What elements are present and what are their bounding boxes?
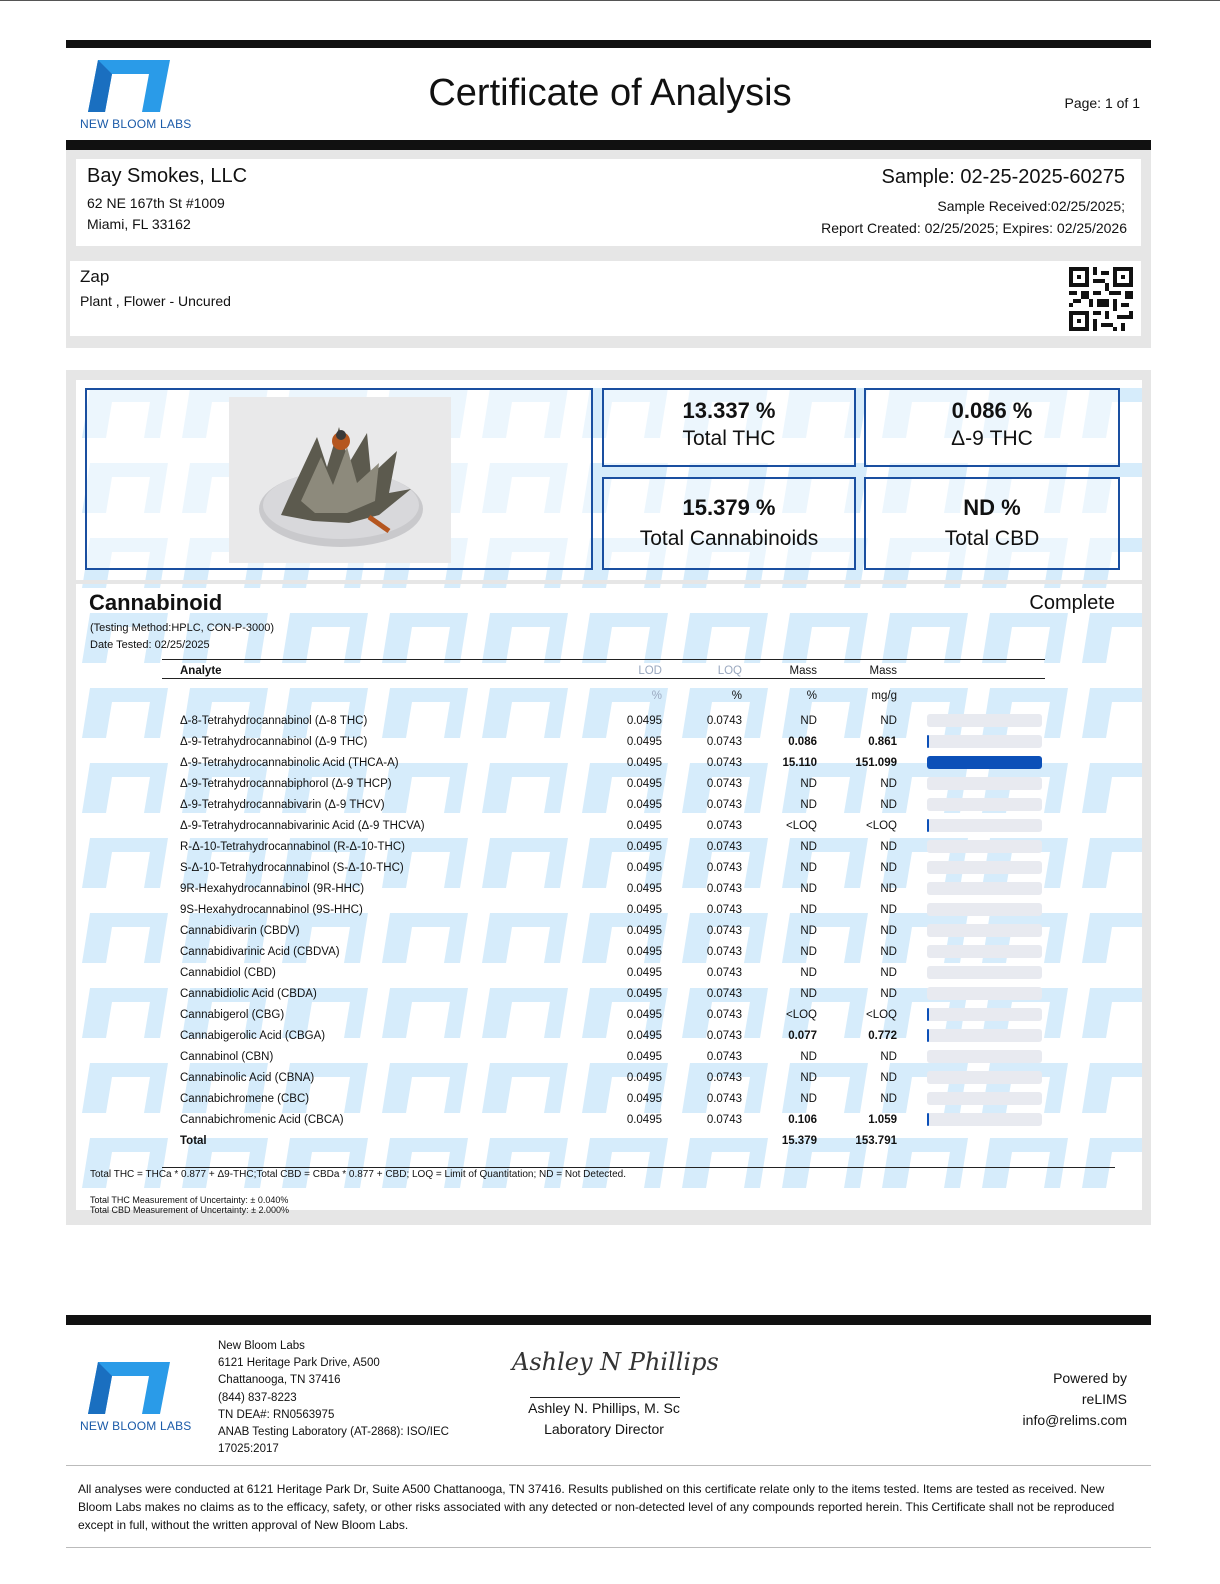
mass-mg-cell: ND [880,798,897,811]
level-bar [927,924,1042,937]
table-row [162,1067,1055,1088]
analyte-cell: Cannabinolic Acid (CBNA) [180,1071,315,1084]
level-bar [927,987,1042,1000]
loq-cell: 0.0743 [706,735,742,748]
lab-iso: 17025:2017 [218,1443,279,1456]
client-name: Bay Smokes, LLC [87,165,248,187]
mass-mg-cell: ND [880,945,897,958]
loq-cell: 0.0743 [706,882,742,895]
table-row [162,983,1055,1004]
mass-mg-cell: ND [880,1071,897,1084]
total-thc-box [602,388,856,467]
mass-mg-cell: ND [880,861,897,874]
mass-pct-cell: ND [800,966,817,979]
mass-pct-cell: ND [800,945,817,958]
footer-logo-text: NEW BLOOM LABS [80,1419,192,1433]
level-bar [927,882,1042,895]
powered-by-email[interactable]: info@relims.com [1022,1412,1127,1428]
table-row [162,1088,1055,1109]
lab-name: New Bloom Labs [218,1340,305,1352]
total-cannabinoids-box [602,477,856,570]
loq-cell: 0.0743 [706,987,742,1000]
loq-cell: 0.0743 [706,1071,742,1084]
total-cannabinoids-value: 15.379 % [682,495,776,520]
lod-cell: 0.0495 [626,777,662,790]
disclaimer: All analyses were conducted at 6121 Heritage Park Dr, Suite A500 Chattanooga, TN 37416. Results published on this certificate relate only to the items tested. Items are tested as received. New Bloom Labs makes no claims as to the efficacy, safety, or other risks associated with any detected or non-detected level of any compounds reported herein. This Certificate shall not be reproduced except in full, without the written approval of New Bloom Labs. [78,1482,1115,1532]
lod-cell: 0.0495 [626,903,662,916]
total-mass-mg: 153.791 [855,1134,897,1147]
loq-cell: 0.0743 [706,945,742,958]
level-bar [927,1071,1042,1084]
mass-pct-cell: ND [800,1092,817,1105]
mass-pct-cell: ND [800,861,817,874]
lod-cell: 0.0495 [626,1008,662,1021]
cbd-uncertainty: Total CBD Measurement of Uncertainty: ± 2.000% [90,1205,290,1215]
total-label: Total [180,1134,207,1147]
lod-cell: 0.0495 [626,714,662,727]
info-panel [66,150,1151,348]
top-rule [0,0,1220,1]
unit-mass-mg: mg/g [871,689,897,702]
header-top-bar [66,40,1151,48]
logo-text: NEW BLOOM LABS [80,117,192,131]
testing-method: (Testing Method:HPLC, CON-P-3000) [90,622,275,634]
level-bar [927,1050,1042,1063]
mass-mg-cell: 0.861 [868,735,897,748]
signature-line [530,1397,680,1398]
lod-cell: 0.0495 [626,861,662,874]
page-number: Page: 1 of 1 [1064,95,1140,111]
mass-pct-cell: ND [800,777,817,790]
level-bar-fill [927,1029,929,1042]
footer-logo [80,1362,200,1433]
mass-pct-cell: <LOQ [785,819,817,832]
level-bar [927,735,1042,748]
analyte-cell: Δ-9-Tetrahydrocannabivarin (Δ-9 THCV) [180,798,385,811]
lab-address1: 6121 Heritage Park Drive, A500 [218,1357,380,1370]
mass-mg-cell: ND [880,1092,897,1105]
level-bar [927,1029,1042,1042]
lod-cell: 0.0495 [626,966,662,979]
sample-photo [229,397,451,563]
analyte-cell: Cannabichromenic Acid (CBCA) [180,1113,344,1126]
total-mass-pct: 15.379 [781,1134,817,1147]
level-bar [927,1008,1042,1021]
analyte-cell: Δ-8-Tetrahydrocannabinol (Δ-8 THC) [180,714,368,727]
section-divider [76,580,1142,584]
mass-pct-cell: ND [800,987,817,1000]
loq-cell: 0.0743 [706,924,742,937]
lod-cell: 0.0495 [626,1029,662,1042]
level-bar-fill [927,1008,929,1021]
analyte-cell: Cannabidiolic Acid (CBDA) [180,987,317,1000]
delta9-thc-label: Δ-9 THC [951,427,1033,450]
mass-mg-cell: 151.099 [855,756,897,769]
loq-cell: 0.0743 [706,1092,742,1105]
col-header-analyte: Analyte [180,664,222,677]
mass-mg-cell: <LOQ [865,1008,897,1021]
mass-pct-cell: 15.110 [782,756,817,769]
lab-address2: Chattanooga, TN 37416 [218,1374,341,1387]
signature-image: Ashley N Phillips [512,1348,719,1376]
mass-pct-cell: ND [800,714,817,727]
unit-lod: % [651,689,662,702]
unit-loq: % [731,689,742,702]
product-card [70,261,1141,336]
table-row [162,899,1055,920]
mass-mg-cell: ND [880,1050,897,1063]
table-row [162,815,1055,836]
disclaimer-rule [66,1465,1151,1466]
total-thc-value: 13.337 % [682,398,776,423]
loq-cell: 0.0743 [706,756,742,769]
loq-cell: 0.0743 [706,1113,742,1126]
analyte-cell: Cannabichromene (CBC) [180,1092,310,1105]
level-bar-fill [927,756,1042,769]
total-cbd-box [864,477,1120,570]
analyte-cell: Cannabinol (CBN) [180,1050,274,1063]
level-bar [927,1092,1042,1105]
lab-phone: (844) 837-8223 [218,1391,297,1404]
footer-top-bar [66,1315,1151,1325]
thc-uncertainty: Total THC Measurement of Uncertainty: ± 0.040% [90,1195,289,1205]
qr-code-icon [1069,267,1133,331]
lod-cell: 0.0495 [626,945,662,958]
sample-image-box [85,388,593,570]
loq-cell: 0.0743 [706,1050,742,1063]
table-row [162,878,1055,899]
formula-note: Total THC = THCa * 0.877 + Δ9-THC;Total CBD = CBDa * 0.877 + CBD; LOQ = Limit of Quantitation; ND = Not Detected. [90,1169,626,1180]
col-header-mass-mg: Mass [869,664,897,677]
lod-cell: 0.0495 [626,1092,662,1105]
mass-pct-cell: 0.106 [788,1113,817,1126]
analyte-cell: R-Δ-10-Tetrahydrocannabinol (R-Δ-10-THC) [180,840,405,853]
mass-pct-cell: ND [800,903,817,916]
mass-mg-cell: ND [880,777,897,790]
lod-cell: 0.0495 [626,735,662,748]
analyte-cell: Cannabidivarinic Acid (CBDVA) [180,945,340,958]
loq-cell: 0.0743 [706,861,742,874]
analyte-cell: 9R-Hexahydrocannabinol (9R-HHC) [180,882,365,895]
loq-cell: 0.0743 [706,903,742,916]
delta9-thc-box [864,388,1120,467]
table-row [162,773,1055,794]
mass-pct-cell: ND [800,1050,817,1063]
total-cannabinoids-label: Total Cannabinoids [639,527,819,550]
signer-name: Ashley N. Phillips, M. Sc [528,1400,680,1416]
col-header-lod: LOD [638,664,662,677]
lod-cell: 0.0495 [626,756,662,769]
signer-title: Laboratory Director [544,1421,664,1437]
mass-pct-cell: <LOQ [785,1008,817,1021]
total-cbd-value: ND % [963,495,1021,520]
table-bottom-rule [162,1167,1115,1168]
table-row [162,731,1055,752]
mass-mg-cell: ND [880,714,897,727]
level-bar [927,819,1042,832]
mass-pct-cell: 0.086 [788,735,817,748]
loq-cell: 0.0743 [706,840,742,853]
mass-mg-cell: <LOQ [865,819,897,832]
cannabinoid-table [162,660,1055,1151]
table-row [162,857,1055,878]
analyte-cell: Δ-9-Tetrahydrocannabiphorol (Δ-9 THCP) [180,777,392,790]
page-title: Certificate of Analysis [428,72,792,114]
level-bar [927,777,1042,790]
lod-cell: 0.0495 [626,987,662,1000]
table-row [162,920,1055,941]
mass-pct-cell: ND [800,924,817,937]
total-cbd-label: Total CBD [944,527,1040,550]
level-bar [927,840,1042,853]
mass-mg-cell: ND [880,882,897,895]
lab-info [218,1338,449,1458]
lab-anab: ANAB Testing Laboratory (AT-2868): ISO/IEC [218,1426,449,1439]
client-card [76,159,1141,246]
loq-cell: 0.0743 [706,1008,742,1021]
loq-cell: 0.0743 [706,798,742,811]
level-bar [927,966,1042,979]
level-bar [927,798,1042,811]
analyte-cell: Cannabigerolic Acid (CBGA) [180,1029,326,1042]
table-row [162,752,1055,773]
loq-cell: 0.0743 [706,714,742,727]
col-header-mass-pct: Mass [789,664,817,677]
mass-pct-cell: ND [800,798,817,811]
table-row [162,710,1055,731]
table-row [162,836,1055,857]
lod-cell: 0.0495 [626,840,662,853]
mass-mg-cell: ND [880,903,897,916]
level-bar [927,1113,1042,1126]
table-row [162,1046,1055,1067]
sample-received: Sample Received:02/25/2025; [937,198,1125,214]
level-bar [927,903,1042,916]
analyte-cell: Cannabidiol (CBD) [180,966,276,979]
mass-mg-cell: 1.059 [868,1113,897,1126]
lod-cell: 0.0495 [626,798,662,811]
loq-cell: 0.0743 [706,819,742,832]
lod-cell: 0.0495 [626,1050,662,1063]
loq-cell: 0.0743 [706,777,742,790]
client-address-line1: 62 NE 167th St #1009 [87,195,225,211]
mass-mg-cell: ND [880,924,897,937]
analyte-cell: Cannabigerol (CBG) [180,1008,285,1021]
level-bar-fill [927,1113,929,1126]
powered-by-name: reLIMS [1081,1391,1127,1407]
table-row [162,1004,1055,1025]
unit-mass-pct: % [806,689,817,702]
product-name: Zap [80,267,110,286]
analyte-cell: Δ-9-Tetrahydrocannabivarinic Acid (Δ-9 THCVA) [180,819,425,832]
mass-mg-cell: ND [880,987,897,1000]
analyte-cell: 9S-Hexahydrocannabinol (9S-HHC) [180,903,363,916]
header-bottom-bar [66,140,1151,150]
lod-cell: 0.0495 [626,924,662,937]
mass-pct-cell: ND [800,840,817,853]
table-row [162,962,1055,983]
loq-cell: 0.0743 [706,1029,742,1042]
footer-logo-mark-icon [80,1362,170,1417]
lod-cell: 0.0495 [626,882,662,895]
analyte-cell: Δ-9-Tetrahydrocannabinolic Acid (THCA-A) [180,756,399,769]
mass-mg-cell: ND [880,966,897,979]
level-bar [927,945,1042,958]
section-status: Complete [1029,592,1115,614]
level-bar [927,756,1042,769]
powered-by [1023,1368,1127,1431]
section-title: Cannabinoid [89,590,223,615]
report-dates: Report Created: 02/25/2025; Expires: 02/25/2026 [821,220,1127,236]
analyte-cell: Δ-9-Tetrahydrocannabinol (Δ-9 THC) [180,735,368,748]
powered-by-label: Powered by [1053,1370,1127,1386]
table-row [162,794,1055,815]
mass-mg-cell: 0.772 [868,1029,897,1042]
level-bar-fill [927,735,929,748]
table-row [162,1109,1055,1130]
level-bar [927,714,1042,727]
level-bar [927,861,1042,874]
loq-cell: 0.0743 [706,966,742,979]
mass-pct-cell: ND [800,1071,817,1084]
date-tested: Date Tested: 02/25/2025 [90,639,210,651]
mass-pct-cell: ND [800,882,817,895]
lod-cell: 0.0495 [626,1071,662,1084]
col-header-loq: LOQ [717,664,742,677]
mass-pct-cell: 0.077 [788,1029,817,1042]
level-bar-fill [927,819,929,832]
table-row [162,1025,1055,1046]
client-address-line2: Miami, FL 33162 [87,216,191,232]
mass-mg-cell: ND [880,840,897,853]
sample-id: Sample: 02-25-2025-60275 [881,166,1125,188]
bottom-rule [66,1547,1151,1548]
lod-cell: 0.0495 [626,819,662,832]
lab-dea: TN DEA#: RN0563975 [218,1408,335,1421]
product-type: Plant , Flower - Uncured [80,293,231,309]
analyte-cell: S-Δ-10-Tetrahydrocannabinol (S-Δ-10-THC) [180,861,404,874]
analyte-cell: Cannabidivarin (CBDV) [180,924,300,937]
total-thc-label: Total THC [682,427,776,450]
table-row [162,941,1055,962]
delta9-thc-value: 0.086 % [951,398,1033,423]
lod-cell: 0.0495 [626,1113,662,1126]
